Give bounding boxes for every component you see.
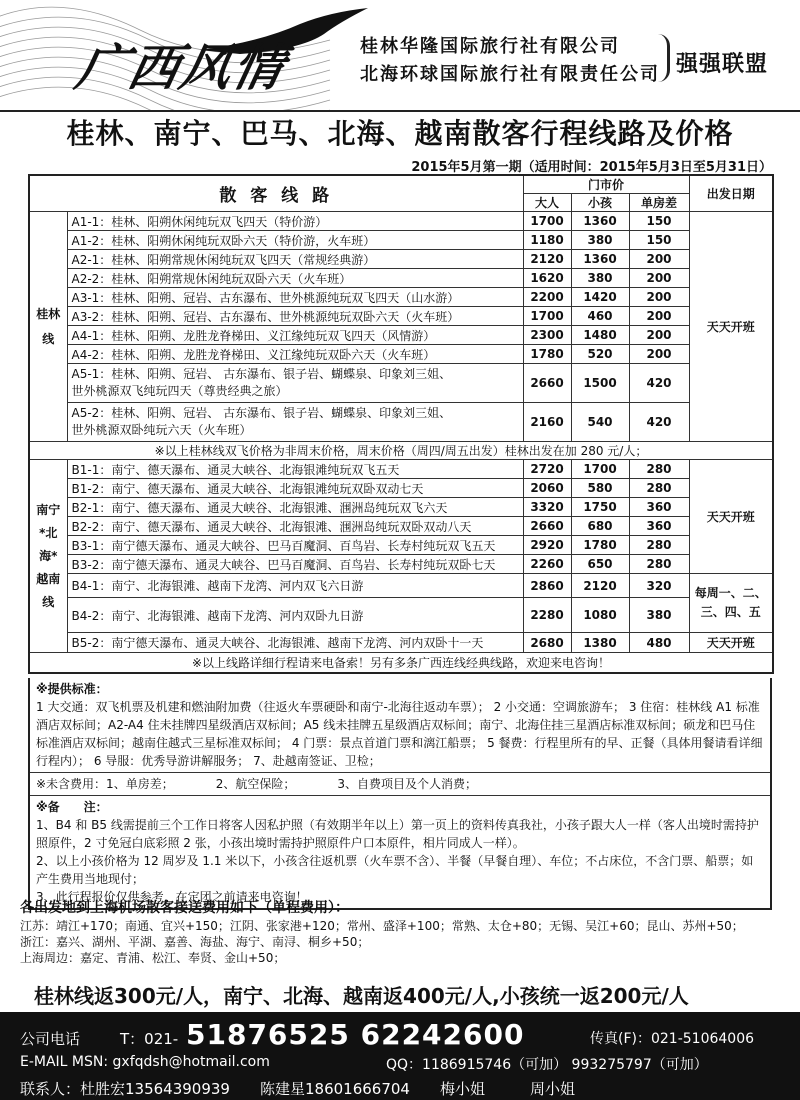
adult-price: 3320	[523, 498, 571, 517]
departure-header: 出发日期	[689, 175, 773, 212]
route-name: B3-2：南宁德天瀑布、通灵大峡谷、巴马百魔洞、百鸟岩、长寿村纯玩双卧七天	[67, 555, 523, 574]
single-room-price: 280	[629, 479, 689, 498]
child-header: 小孩	[571, 194, 629, 212]
header-banner	[0, 0, 800, 112]
route-name: B2-1：南宁、德天瀑布、通灵大峡谷、北海银滩、涠洲岛纯玩双飞六天	[67, 498, 523, 517]
adult-price: 2300	[523, 326, 571, 345]
table-row	[29, 212, 773, 231]
route-name: B2-2：南宁、德天瀑布、通灵大峡谷、北海银滩、涠洲岛纯玩双卧双动八天	[67, 517, 523, 536]
single-room-price: 280	[629, 536, 689, 555]
company-name-2: 北海环球国际旅行社有限责任公司	[360, 64, 660, 85]
price-header: 门市价	[523, 175, 689, 194]
standard-title: ※提供标准：	[36, 682, 108, 696]
guilin-note: ※以上桂林线双飞价格为非周末价格，周末价格（周四/周五出发）桂林出发在加 280 元/人；	[29, 442, 773, 460]
fax-number: 传真(F)：021-51064006	[590, 1031, 755, 1047]
route-line-2: 世外桃源双卧纯玩六天（火车班）	[71, 423, 252, 437]
adult-price: 2920	[523, 536, 571, 555]
brace-divider	[658, 34, 670, 82]
child-price: 580	[571, 479, 629, 498]
departure-daily: 天天开班	[689, 460, 773, 574]
excluded-costs: ※未含费用：1、单房差； 2、航空保险； 3、自费项目及个人消费；	[30, 773, 770, 796]
single-room-price: 150	[629, 212, 689, 231]
child-price: 520	[571, 345, 629, 364]
adult-price: 1620	[523, 269, 571, 288]
contact-footer	[0, 1012, 800, 1100]
south-section	[29, 460, 773, 653]
bottom-note: ※以上线路详细行程请来电备索！另有多条广西连线经典线路，欢迎来电咨询！	[29, 653, 773, 673]
transfer-shanghai: 上海周边：嘉定、青浦、松江、奉贤、金山+50；	[20, 951, 286, 965]
table-row	[29, 460, 773, 479]
child-price: 2120	[571, 574, 629, 598]
remark-1: 1、B4 和 B5 线需提前三个工作日将客人因私护照（有效期半年以上）第一页上的资料传真我社，小孩子跟大人一样（客人出境时需持护照原件，2 寸免冠白底彩照 2 张，小孩出境时需持护照原件户口本原件，相片同成人一样）。	[36, 818, 759, 850]
child-price: 540	[571, 403, 629, 442]
table-row	[29, 555, 773, 574]
transfer-jiangsu: 江苏：靖江+170；南通、宜兴+150；江阴、张家港+120；常州、盛泽+100；常熟、太仓+80；无锡、吴江+60；昆山、苏州+50；	[20, 919, 744, 933]
adult-price: 2280	[523, 598, 571, 633]
child-price: 680	[571, 517, 629, 536]
route-name: A3-1：桂林、阳朔、冠岩、古东瀑布、世外桃源纯玩双飞四天（山水游）	[67, 288, 523, 307]
route-name	[67, 403, 523, 442]
adult-price: 2680	[523, 633, 571, 653]
route-name: B1-1：南宁、德天瀑布、通灵大峡谷、北海银滩纯玩双飞五天	[67, 460, 523, 479]
single-room-price: 360	[629, 498, 689, 517]
single-room-price: 200	[629, 307, 689, 326]
child-price: 1360	[571, 212, 629, 231]
table-row	[29, 231, 773, 250]
remark-3: 3、此行程报价仅供参考，在定团之前请来电咨询！	[36, 890, 308, 904]
table-row	[29, 598, 773, 633]
table-row	[29, 574, 773, 598]
single-room-price: 280	[629, 555, 689, 574]
child-price: 1500	[571, 364, 629, 403]
standard-block	[30, 678, 770, 773]
transfer-title: 各出发地到上海机场散客接送费用如下（单程费用）：	[20, 900, 349, 916]
single-room-header: 单房差	[629, 194, 689, 212]
route-name	[67, 364, 523, 403]
child-price: 1750	[571, 498, 629, 517]
table-row	[29, 517, 773, 536]
child-price: 1780	[571, 536, 629, 555]
phone-label: 公司电话	[20, 1030, 81, 1048]
adult-price: 2160	[523, 403, 571, 442]
route-name: B3-1：南宁德天瀑布、通灵大峡谷、巴马百魔洞、百鸟岩、长寿村纯玩双飞五天	[67, 536, 523, 555]
remark-2: 2、以上小孩价格为 12 周岁及 1.1 米以下，小孩含往返机票（火车票不含）、半餐（早餐自理）、车位；不占床位，不含门票、船票；如产生费用当地现付；	[36, 854, 754, 886]
table-row	[29, 307, 773, 326]
route-name: A4-2：桂林、阳朔、龙胜龙脊梯田、义江缘纯玩双卧六天（火车班）	[67, 345, 523, 364]
remarks-title: ※备 注：	[36, 800, 108, 814]
phone-numbers: 51876525 62242600	[186, 1018, 525, 1051]
child-price: 380	[571, 269, 629, 288]
single-room-price: 200	[629, 250, 689, 269]
guilin-region-label: 桂林线	[29, 212, 67, 442]
adult-header: 大人	[523, 194, 571, 212]
info-section	[28, 678, 772, 910]
child-price: 650	[571, 555, 629, 574]
adult-price: 2060	[523, 479, 571, 498]
phone-prefix: T：021-	[120, 1030, 179, 1048]
child-price: 1480	[571, 326, 629, 345]
guilin-section	[29, 212, 773, 442]
email-address: E-MAIL MSN: gxfqdsh@hotmail.com	[20, 1054, 270, 1070]
route-name: A2-1：桂林、阳朔常规休闲纯玩双飞四天（常规经典游）	[67, 250, 523, 269]
adult-price: 1700	[523, 307, 571, 326]
table-row	[29, 536, 773, 555]
table-row	[29, 269, 773, 288]
route-name: A3-2：桂林、阳朔、冠岩、古东瀑布、世外桃源纯玩双卧六天（火车班）	[67, 307, 523, 326]
adult-price: 1180	[523, 231, 571, 250]
table-row	[29, 498, 773, 517]
route-name: B4-1：南宁、北海银滩、越南下龙湾、河内双飞六日游	[67, 574, 523, 598]
route-line-1: A5-1：桂林、阳朔、冠岩、 古东瀑布、银子岩、蝴蝶泉、印象刘三姐、	[71, 367, 452, 381]
route-line-2: 世外桃源双飞纯玩四天（尊贵经典之旅）	[71, 384, 288, 398]
single-room-price: 200	[629, 326, 689, 345]
departure-daily: 天天开班	[689, 633, 773, 653]
route-name: A1-2：桂林、阳朔休闲纯玩双卧六天（特价游，火车班）	[67, 231, 523, 250]
single-room-price: 200	[629, 345, 689, 364]
departure-daily: 天天开班	[689, 212, 773, 442]
validity-period: 2015年5月第一期（适用时间：2015年5月3日至5月31日）	[411, 160, 772, 175]
route-name: A1-1：桂林、阳朔休闲纯玩双飞四天（特价游）	[67, 212, 523, 231]
single-room-price: 380	[629, 598, 689, 633]
single-room-price: 200	[629, 269, 689, 288]
single-room-price: 320	[629, 574, 689, 598]
single-room-price: 480	[629, 633, 689, 653]
single-room-price: 420	[629, 364, 689, 403]
table-row	[29, 403, 773, 442]
page-title: 桂林、南宁、巴马、北海、越南散客行程线路及价格	[66, 117, 734, 150]
single-room-price: 420	[629, 403, 689, 442]
adult-price: 2660	[523, 364, 571, 403]
single-room-price: 200	[629, 288, 689, 307]
qq-numbers: QQ：1186915746（可加） 993275797（可加）	[386, 1057, 708, 1073]
south-region-label: 南宁*北海*越南线	[29, 460, 67, 653]
adult-price: 1780	[523, 345, 571, 364]
rebate-banner: 桂林线返300元/人，南宁、北海、越南返400元/人,小孩统一返200元/人	[34, 984, 689, 1008]
child-price: 1420	[571, 288, 629, 307]
route-name: A2-2：桂林、阳朔常规休闲纯玩双卧六天（火车班）	[67, 269, 523, 288]
route-name: B5-2：南宁德天瀑布、通灵大峡谷、北海银滩、越南下龙湾、河内双卧十一天	[67, 633, 523, 653]
table-row	[29, 633, 773, 653]
adult-price: 2860	[523, 574, 571, 598]
adult-price: 1700	[523, 212, 571, 231]
child-price: 1380	[571, 633, 629, 653]
adult-price: 2260	[523, 555, 571, 574]
company-name-1: 桂林华隆国际旅行社有限公司	[360, 36, 620, 57]
departure-weekdays: 每周一、二、三、四、五	[689, 574, 773, 633]
child-price: 460	[571, 307, 629, 326]
table-row	[29, 479, 773, 498]
single-room-price: 150	[629, 231, 689, 250]
single-room-price: 360	[629, 517, 689, 536]
child-price: 1360	[571, 250, 629, 269]
price-table	[28, 174, 774, 674]
route-name: B4-2：南宁、北海银滩、越南下龙湾、河内双卧九日游	[67, 598, 523, 633]
route-name: B1-2：南宁、德天瀑布、通灵大峡谷、北海银滩纯玩双卧双动七天	[67, 479, 523, 498]
route-header: 散 客 线 路	[29, 175, 523, 212]
route-line-1: A5-2：桂林、阳朔、冠岩、 古东瀑布、银子岩、蝴蝶泉、印象刘三姐、	[71, 406, 452, 420]
logo-text: 广西风情	[70, 38, 292, 97]
single-room-price: 280	[629, 460, 689, 479]
child-price: 1080	[571, 598, 629, 633]
standard-text: 1 大交通：双飞机票及机建和燃油附加费（往返火车票硬卧和南宁-北海往返动车票）； 2 小交通：空调旅游车； 3 住宿：桂林线 A1 标准酒店双标间；A2-A4 住未挂牌四星级酒店双标间；A5 线未挂牌五星级酒店双标间；南宁、北海住挂三星酒店标准双标间；硕龙和巴马住标准酒店双标间；越南住越式三星标准双标间； 4 门票：景点首道门票和漓江船票； 5 餐费：行程里所有的早、正餐（具体用餐请看详细行程内）； 6 导服：优秀导游讲解服务； 7、赴越南签证、卫检；	[36, 700, 763, 768]
alliance-label: 强强联盟	[676, 52, 769, 77]
adult-price: 2200	[523, 288, 571, 307]
contact-persons: 联系人：杜胜宏13564390939 陈建星18601666704 梅小姐 周小姐	[20, 1080, 575, 1098]
adult-price: 2720	[523, 460, 571, 479]
child-price: 380	[571, 231, 629, 250]
table-row	[29, 345, 773, 364]
table-row	[29, 250, 773, 269]
remarks-block	[30, 796, 770, 908]
adult-price: 2660	[523, 517, 571, 536]
table-row	[29, 326, 773, 345]
adult-price: 2120	[523, 250, 571, 269]
transfer-section	[20, 900, 780, 966]
transfer-zhejiang: 浙江：嘉兴、湖州、平湖、嘉善、海盐、海宁、南浔、桐乡+50；	[20, 935, 370, 949]
route-name: A4-1：桂林、阳朔、龙胜龙脊梯田、义江缘纯玩双飞四天（风情游）	[67, 326, 523, 345]
table-row	[29, 364, 773, 403]
child-price: 1700	[571, 460, 629, 479]
table-row	[29, 288, 773, 307]
